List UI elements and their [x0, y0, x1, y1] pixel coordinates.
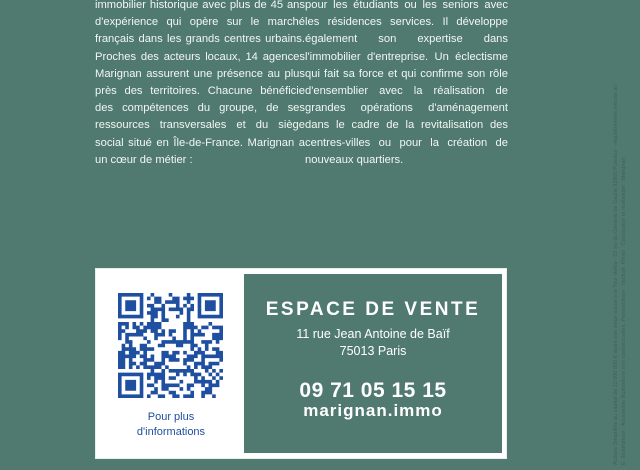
- address: 11 rue Jean Antoine de Baïf 75013 Paris: [296, 327, 450, 358]
- legal-notice: Actions Simplifiée au capital de 12 000 000 € ayant son siège social à la Tour Hekla - 52 av. du Général de Gaulle 92800 Puteaux - régulièrement inscrite au E. Illustrations : Accessible illustrations non contractuelles. Perspectives : Vectuel. Photo : Conception et réalisation : Marignan: [613, 84, 627, 465]
- qr-caption: Pour plus d'informations: [136, 411, 206, 438]
- sales-office-panel: [244, 274, 502, 453]
- website-link[interactable]: marignan.immo: [303, 401, 443, 420]
- qr-code[interactable]: [118, 293, 223, 398]
- sales-office-box: [95, 268, 507, 459]
- body-text-right: pour les étudiants ou les seniors avec les résidences services. Il développe également son expertise dans l'immobilier d'entreprise. Un éclectisme qui fait sa force et qui confirme son rôle d'ensemblier avec la réalisation de grandes opérations d'aménagement dans le cadre de la revitalisation des centres-villes ou pour la création de nouveaux quartiers.: [305, 0, 508, 166]
- sales-office-title: ESPACE DE VENTE: [265, 299, 481, 320]
- phone-number[interactable]: 09 71 05 15 15: [299, 379, 447, 402]
- body-text-left: immobilier historique avec plus de 45 ans d'expérience qui opère sur le marché français dans les grands centres urbains. Proches des acteurs locaux, 14 agences Marignan assurent une présence au plus près des territoires. Chacune bénéficie des compétences du groupe, de ses ressources transversales et du siège social situé en Île-de-France. Marignan a un cœur de métier :: [95, 0, 305, 166]
- qr-modules: [118, 293, 223, 398]
